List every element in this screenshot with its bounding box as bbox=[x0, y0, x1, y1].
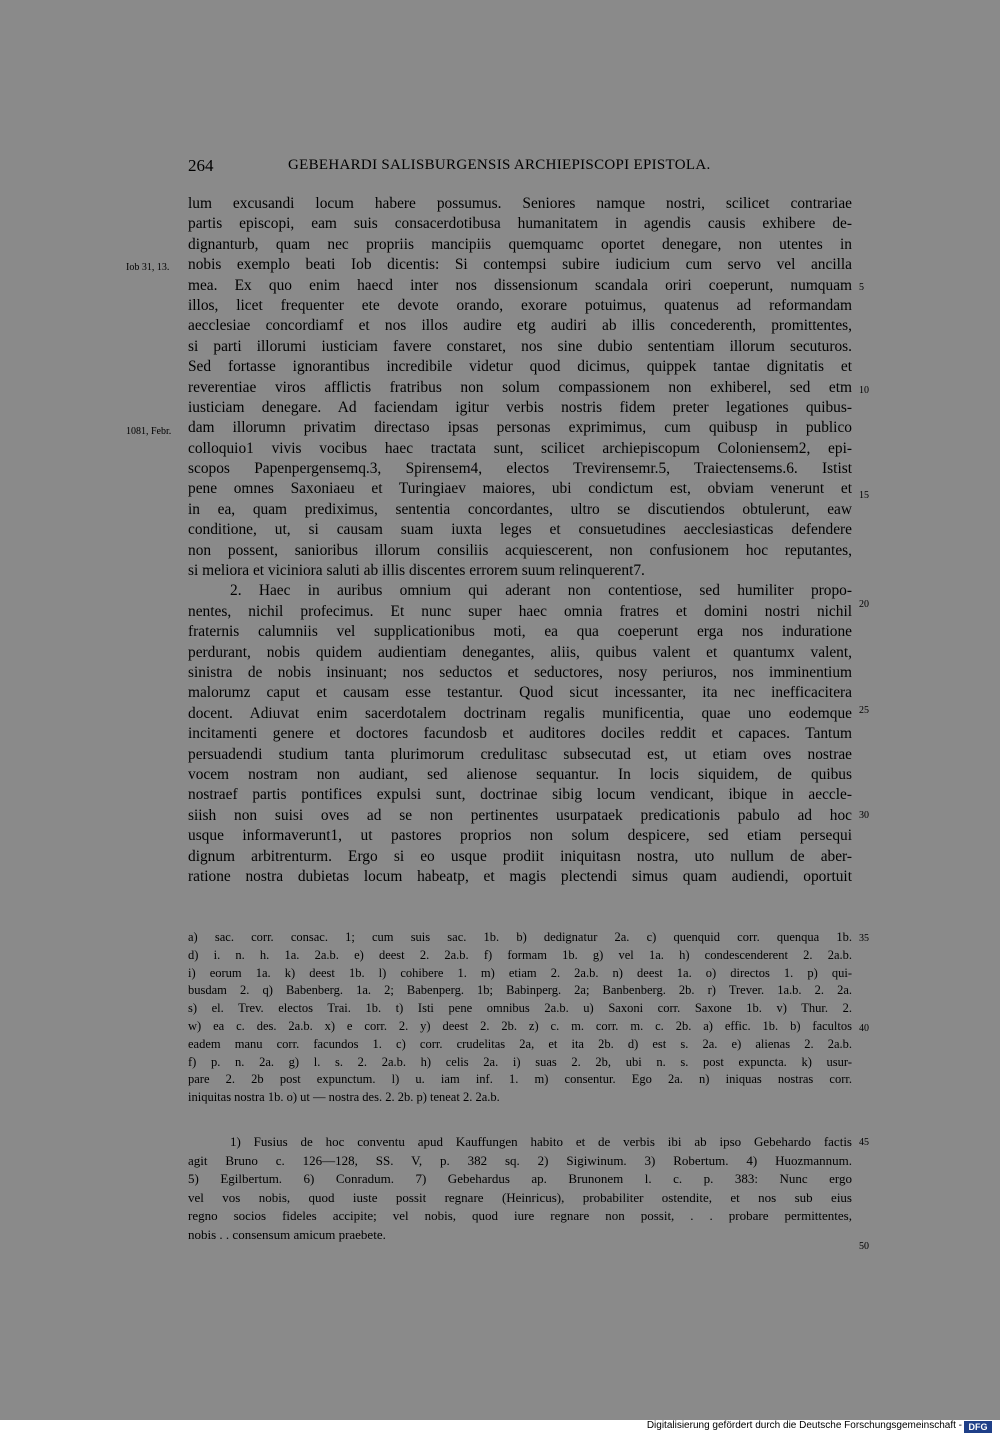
text-line: reverentiae viros afflictis fratribus non solum compassionem non exhiberel, sed etm bbox=[188, 378, 852, 396]
footnote-line: s) el. Trev. electos Trai. 1b. t) Isti pene omnibus 2a.b. u) Saxoni corr. Saxone 1b. v) Thur. 2. bbox=[188, 1001, 852, 1016]
line-number: 30 bbox=[859, 810, 869, 821]
text-line: usque informaverunt1, ut pastores proprios non solum despicere, sed etiam persequi bbox=[188, 827, 852, 845]
text-line: malorumz caput et causam esse testantur. Quod sicut incessanter, ita nec inefficacitera bbox=[188, 684, 852, 702]
text-line: illos, licet frequenter ete devote orando, exorare potuimus, quatenus ad reformandam bbox=[188, 296, 852, 314]
text-line: nentes, nichil profecimus. Et nunc super haec omnia fratres et domini nostri nichil bbox=[188, 602, 852, 620]
text-line: 2. Haec in auribus omnium qui aderant non contentiose, sed humiliter propo- bbox=[230, 582, 852, 600]
text-line: perdurant, nobis quidem audientiam denegantes, aliis, quibus valent et quantumx valent, bbox=[188, 643, 852, 661]
footnote-line: iniquitas nostra 1b. o) ut — nostra des. 2. 2b. p) teneat 2. 2a.b. bbox=[188, 1090, 500, 1105]
text-line: dam illorumn privatim directaso ipsas personas exprimimus, cum quibusp in publico bbox=[188, 419, 852, 437]
line-number: 5 bbox=[859, 282, 864, 293]
footnote-line: eadem manu corr. facundos 1. c) corr. crudelitas 2a, et ita 2b. d) est s. 2a. e) alienas 2. 2a.b. bbox=[188, 1036, 852, 1051]
text-line: si parti illorumi iusticiam favere constaret, nos sine dubio sententiam illorum secuturos. bbox=[188, 337, 852, 355]
page-title: GEBEHARDI SALISBURGENSIS ARCHIEPISCOPI EPISTOLA. bbox=[288, 157, 711, 173]
footnote-line: i) eorum 1a. k) deest 1b. l) cohibere 1. m) etiam 2. 2a.b. n) deest 1a. o) directos 1. p) qui- bbox=[188, 965, 852, 980]
text-line: nostraef partis pontifices expulsi sunt, doctrinae sibig locum vendicant, ibique in aeccle- bbox=[188, 786, 852, 804]
digitization-footer bbox=[0, 1420, 1000, 1434]
line-number: 45 bbox=[859, 1137, 869, 1148]
text-line: conditione, ut, si causam suam iuxta leges et consuetudines aecclesiasticas defendere bbox=[188, 521, 852, 539]
text-line: docent. Adiuvat enim sacerdotalem doctrinam regalis munificentia, quae uno eodemque bbox=[188, 704, 852, 722]
text-line: vocem nostram non audiant, sed alienose sequantur. In locis siquidem, de quibus bbox=[188, 765, 852, 783]
text-line: persuadendi studium tanta plurimorum credulitasc subsecutad est, ut etiam oves nostrae bbox=[188, 745, 852, 763]
text-line: si meliora et viciniora saluti ab illis discentes errorem suum relinquerent7. bbox=[188, 562, 645, 580]
margin-reference: Iob 31, 13. bbox=[126, 262, 170, 273]
text-line: Sed fortasse ignorantibus incredibile videtur quod dicimus, quippek tantae dignitatis et bbox=[188, 358, 852, 376]
text-line: scopos Papenpergensemq.3, Spirensem4, electos Trevirensemr.5, Traiectensems.6. Istist bbox=[188, 460, 852, 478]
footnote-line: w) ea c. des. 2a.b. x) e corr. 2. y) deest 2. 2b. z) c. m. corr. m. c. 2b. a) effic. 1b. b) facultos bbox=[188, 1018, 852, 1033]
text-line: incitamenti genere et doctores facundosb et auditores dociles reddit et capaces. Tantum bbox=[188, 725, 852, 743]
text-line: siish non suisi oves ad se non pertinentes usurpataek predicationis pabulo ad hoc bbox=[188, 806, 852, 824]
text-line: nobis exemplo beati Iob dicentis: Si contempsi subire iudicium cum servo vel ancilla bbox=[188, 256, 852, 274]
line-number: 25 bbox=[859, 705, 869, 716]
footnote-line: pare 2. 2b post expunctum. l) u. iam inf. 1. m) consentur. Ego 2a. n) iniquas nostras corr. bbox=[188, 1072, 852, 1087]
text-line: dignum arbitrenturm. Ergo si eo usque prodiit iniquitasn nostra, uto nullum de aber- bbox=[188, 847, 852, 865]
text-line: fraternis calumniis vel supplicationibus moti, ea qua coeperunt erga nos induratione bbox=[188, 623, 852, 641]
line-number: 50 bbox=[859, 1241, 869, 1252]
margin-reference: 1081, Febr. bbox=[126, 426, 172, 437]
apparatus-footnotes bbox=[188, 929, 852, 1107]
footnote-line: d) i. n. h. 1a. 2a.b. e) deest 2. 2a.b. f) formam 1b. g) vel 1a. h) condescenderent 2. 2a.b. bbox=[188, 947, 852, 962]
footnote-line: 5) Egilbertum. 6) Conradum. 7) Gebehardus ap. Brunonem l. c. p. 383: Nunc ergo bbox=[188, 1171, 852, 1187]
text-line: partis episcopi, eam suis consacerdotibusa humanitatem in agendis causis exhibere de- bbox=[188, 215, 852, 233]
footnote-line: 1) Fusius de hoc conventu apud Kauffungen habito et de verbis ibi ab ipso Gebehardo factis bbox=[230, 1134, 852, 1149]
footnote-line: agit Bruno c. 126—128, SS. V, p. 382 sq. 2) Sigiwinum. 3) Robertum. 4) Huozmannum. bbox=[188, 1152, 852, 1168]
text-line: lum excusandi locum habere possumus. Seniores namque nostri, scilicet contrariae bbox=[188, 195, 852, 212]
text-line: in ea, quam prediximus, sententia concordantes, ultro se discutiendos obtulerunt, eaw bbox=[188, 500, 852, 518]
footnote-line: vel vos nobis, quod iuste possit regnare (Heinricus), probabiliter ostendite, et nos sub eius bbox=[188, 1189, 852, 1205]
line-number: 15 bbox=[859, 490, 869, 501]
line-number: 10 bbox=[859, 385, 869, 396]
text-line: non possent, sanioribus illorum consiliis acquiescerent, non confusionem hoc reputantes, bbox=[188, 541, 852, 559]
text-line: aecclesiae concordiamf et nos illos audire etg audiri ab illis concederenth, promittentes, bbox=[188, 317, 852, 335]
running-header bbox=[188, 156, 854, 178]
main-text bbox=[188, 194, 852, 887]
footer-credit: Digitalisierung gefördert durch die Deutsche Forschungsgemeinschaft - bbox=[646, 1420, 962, 1431]
text-line: iusticiam denegare. Ad faciendam igitur verbis nostris fidem preter legationes quibus- bbox=[188, 398, 852, 416]
text-line: dignanturb, quam nec propriis mancipiis quemquamc oportet denegare, non utentes in bbox=[188, 235, 852, 253]
text-line: ratione nostra dubietas locum habeatp, et magis plectendi simus quam audiendi, oportuit bbox=[188, 867, 852, 885]
text-line: colloquio1 vivis vocibus haec tractata sunt, scilicet archiepiscopum Coloniensem2, epi- bbox=[188, 439, 852, 457]
footnote-line: a) sac. corr. consac. 1; cum suis sac. 1b. b) dedignatur 2a. c) quenquid corr. quenqua 1b. bbox=[188, 930, 852, 944]
line-number: 40 bbox=[859, 1023, 869, 1034]
commentary-footnotes bbox=[188, 1133, 852, 1245]
text-line: sinistra de nobis insinuant; nos seductos et seductores, nosy periuros, nos imminentium bbox=[188, 663, 852, 681]
footnote-line: busdam 2. q) Babenberg. 1a. 2; Babenperg. 1b; Babinperg. 2a; Banbenberg. 2b. r) Trever. 1a.b. 2. 2a. bbox=[188, 983, 852, 998]
text-line: mea. Ex quo enim haecd inter nos dissensionum scandala oriri coeperunt, numquam bbox=[188, 276, 852, 294]
footnote-line: nobis . . consensum amicum praebete. bbox=[188, 1226, 386, 1242]
footnote-line: regno socios fideles accipite; vel nobis, quod iure regnare non possit, . . probare permittentes, bbox=[188, 1208, 852, 1224]
line-number: 35 bbox=[859, 933, 869, 944]
footnote-line: f) p. n. 2a. g) l. s. 2. 2a.b. h) celis 2a. i) suas 2. 2b, ubi n. s. post expuncta. k) usur- bbox=[188, 1054, 852, 1069]
dfg-logo: DFG bbox=[964, 1421, 992, 1433]
line-number: 20 bbox=[859, 599, 869, 610]
text-line: pene omnes Saxoniaeu et Turingiaev maiores, ubi condictum est, obviam venerunt et bbox=[188, 480, 852, 498]
page-number: 264 bbox=[188, 156, 214, 175]
